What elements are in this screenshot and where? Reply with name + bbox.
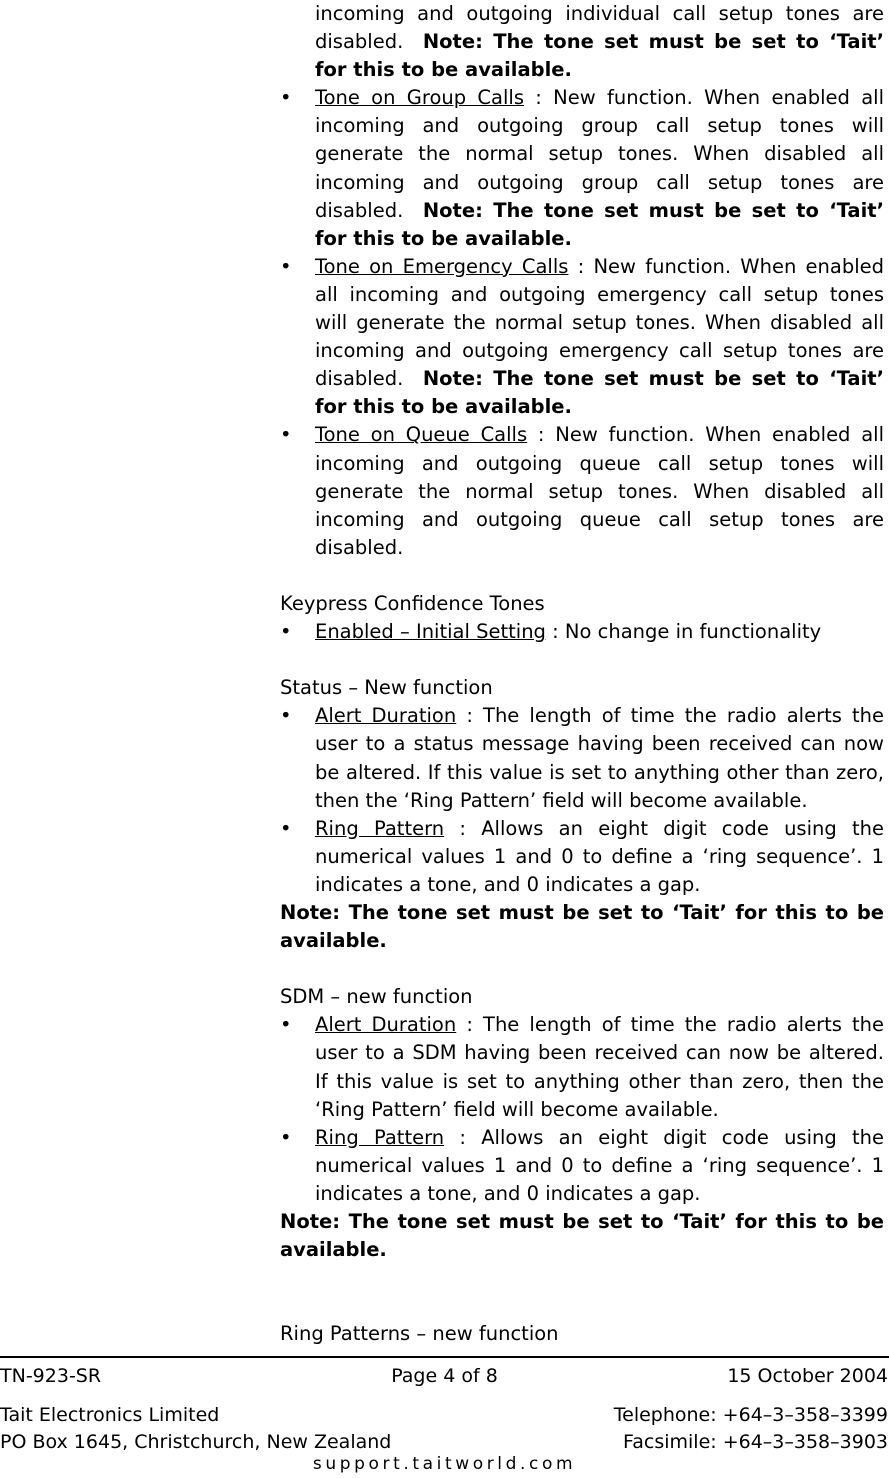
term-keypress-enabled: Enabled – Initial Setting [315,620,546,644]
bullet-dot-icon: • [280,704,292,728]
footer-doc-id: TN-923-SR [0,1365,102,1387]
text-tone-emergency: : New function. When enabled all incoming and outgoing emergency call setup tones will generate the normal setup tones. When disabled all incoming and outgoing emergency call setup tones are disabled. [315,254,885,391]
term-sdm-alert-duration: Alert Duration [315,1013,457,1037]
footer-date: 15 October 2004 [727,1365,888,1387]
note-tone-emergency: Note: The tone set must be set to ‘Tait’ for this to be available. [315,367,885,419]
text-sdm-ring-pattern: : Allows an eight digit code using the numerical values 1 and 0 to define a ‘ring sequence’. 1 indicates a tone, and 0 indicates a gap. [315,1125,884,1205]
list-item-status-ring-pattern [280,815,884,899]
bullet-dot-icon: • [280,1013,292,1037]
intro-continuation [315,0,884,84]
term-tone-group: Tone on Group Calls [315,86,524,110]
footer-telephone: Telephone: +64–3–358–3399 [613,1404,888,1426]
term-tone-queue: Tone on Queue Calls [315,423,528,447]
list-item-sdm-ring-pattern [280,1124,884,1208]
note-status: Note: The tone set must be set to ‘Tait’ for this to be available. [280,901,884,953]
text-status-ring-pattern: : Allows an eight digit code using the numerical values 1 and 0 to define a ‘ring sequence’. 1 indicates a tone, and 0 indicates a gap. [315,816,884,896]
text-keypress-enabled: : No change in functionality [545,620,822,644]
heading-status: Status – New function [280,676,493,700]
list-item-tone-group [280,84,884,253]
bullet-dot-icon: • [280,1125,292,1149]
bullet-dot-icon: • [280,423,292,447]
footer-website-link[interactable]: support.taitworld.com [312,1454,577,1474]
list-item-status-alert-duration [280,702,884,814]
text-sdm-alert-duration: : The length of time the radio alerts the user to a SDM having been received can now be altered. If this value is set to anything other than zero, then the ‘Ring Pattern’ field will become available. [315,1013,885,1121]
term-status-ring-pattern: Ring Pattern [315,816,445,840]
bullet-dot-icon: • [280,86,292,110]
text-tone-queue: : New function. When enabled all incoming and outgoing queue call setup tones will generate the normal setup tones. When disabled all incoming and outgoing queue call setup tones are disabled. [315,423,884,559]
list-item-tone-queue [280,421,884,561]
note-sdm: Note: The tone set must be set to ‘Tait’ for this to be available. [280,1210,884,1262]
intro-text: incoming and outgoing individual call setup tones are disabled. [315,2,884,54]
list-item-tone-emergency [280,253,884,422]
term-sdm-ring-pattern: Ring Pattern [315,1125,445,1149]
footer-company: Tait Electronics Limited [0,1404,220,1426]
text-status-alert-duration: : The length of time the radio alerts the user to a status message having been received can now be altered. If this value is set to anything other than zero, then the ‘Ring Pattern’ field will become available. [315,704,885,812]
term-tone-emergency: Tone on Emergency Calls [315,254,569,278]
intro-note: Note: The tone set must be set to ‘Tait’ for this to be available. [315,30,885,82]
document-body [280,0,884,1348]
heading-keypress: Keypress Confidence Tones [280,591,545,615]
footer-address: PO Box 1645, Christchurch, New Zealand [0,1431,392,1453]
list-item-keypress-enabled [280,618,884,646]
footer-page-number: Page 4 of 8 [391,1365,498,1387]
bullet-dot-icon: • [280,254,292,278]
list-item-sdm-alert-duration [280,1011,884,1123]
footer-facsimile: Facsimile: +64–3–358–3903 [623,1431,888,1453]
text-tone-group: : New function. When enabled all incoming and outgoing group call setup tones will generate the normal setup tones. When disabled all incoming and outgoing group call setup tones are disabled. [315,86,884,222]
footer-divider [0,1356,889,1358]
note-tone-group: Note: The tone set must be set to ‘Tait’ for this to be available. [315,198,885,250]
bullet-dot-icon: • [280,816,292,840]
term-status-alert-duration: Alert Duration [315,704,457,728]
bullet-dot-icon: • [280,620,292,644]
heading-ring-patterns: Ring Patterns – new function [280,1322,559,1346]
heading-sdm: SDM – new function [280,985,473,1009]
